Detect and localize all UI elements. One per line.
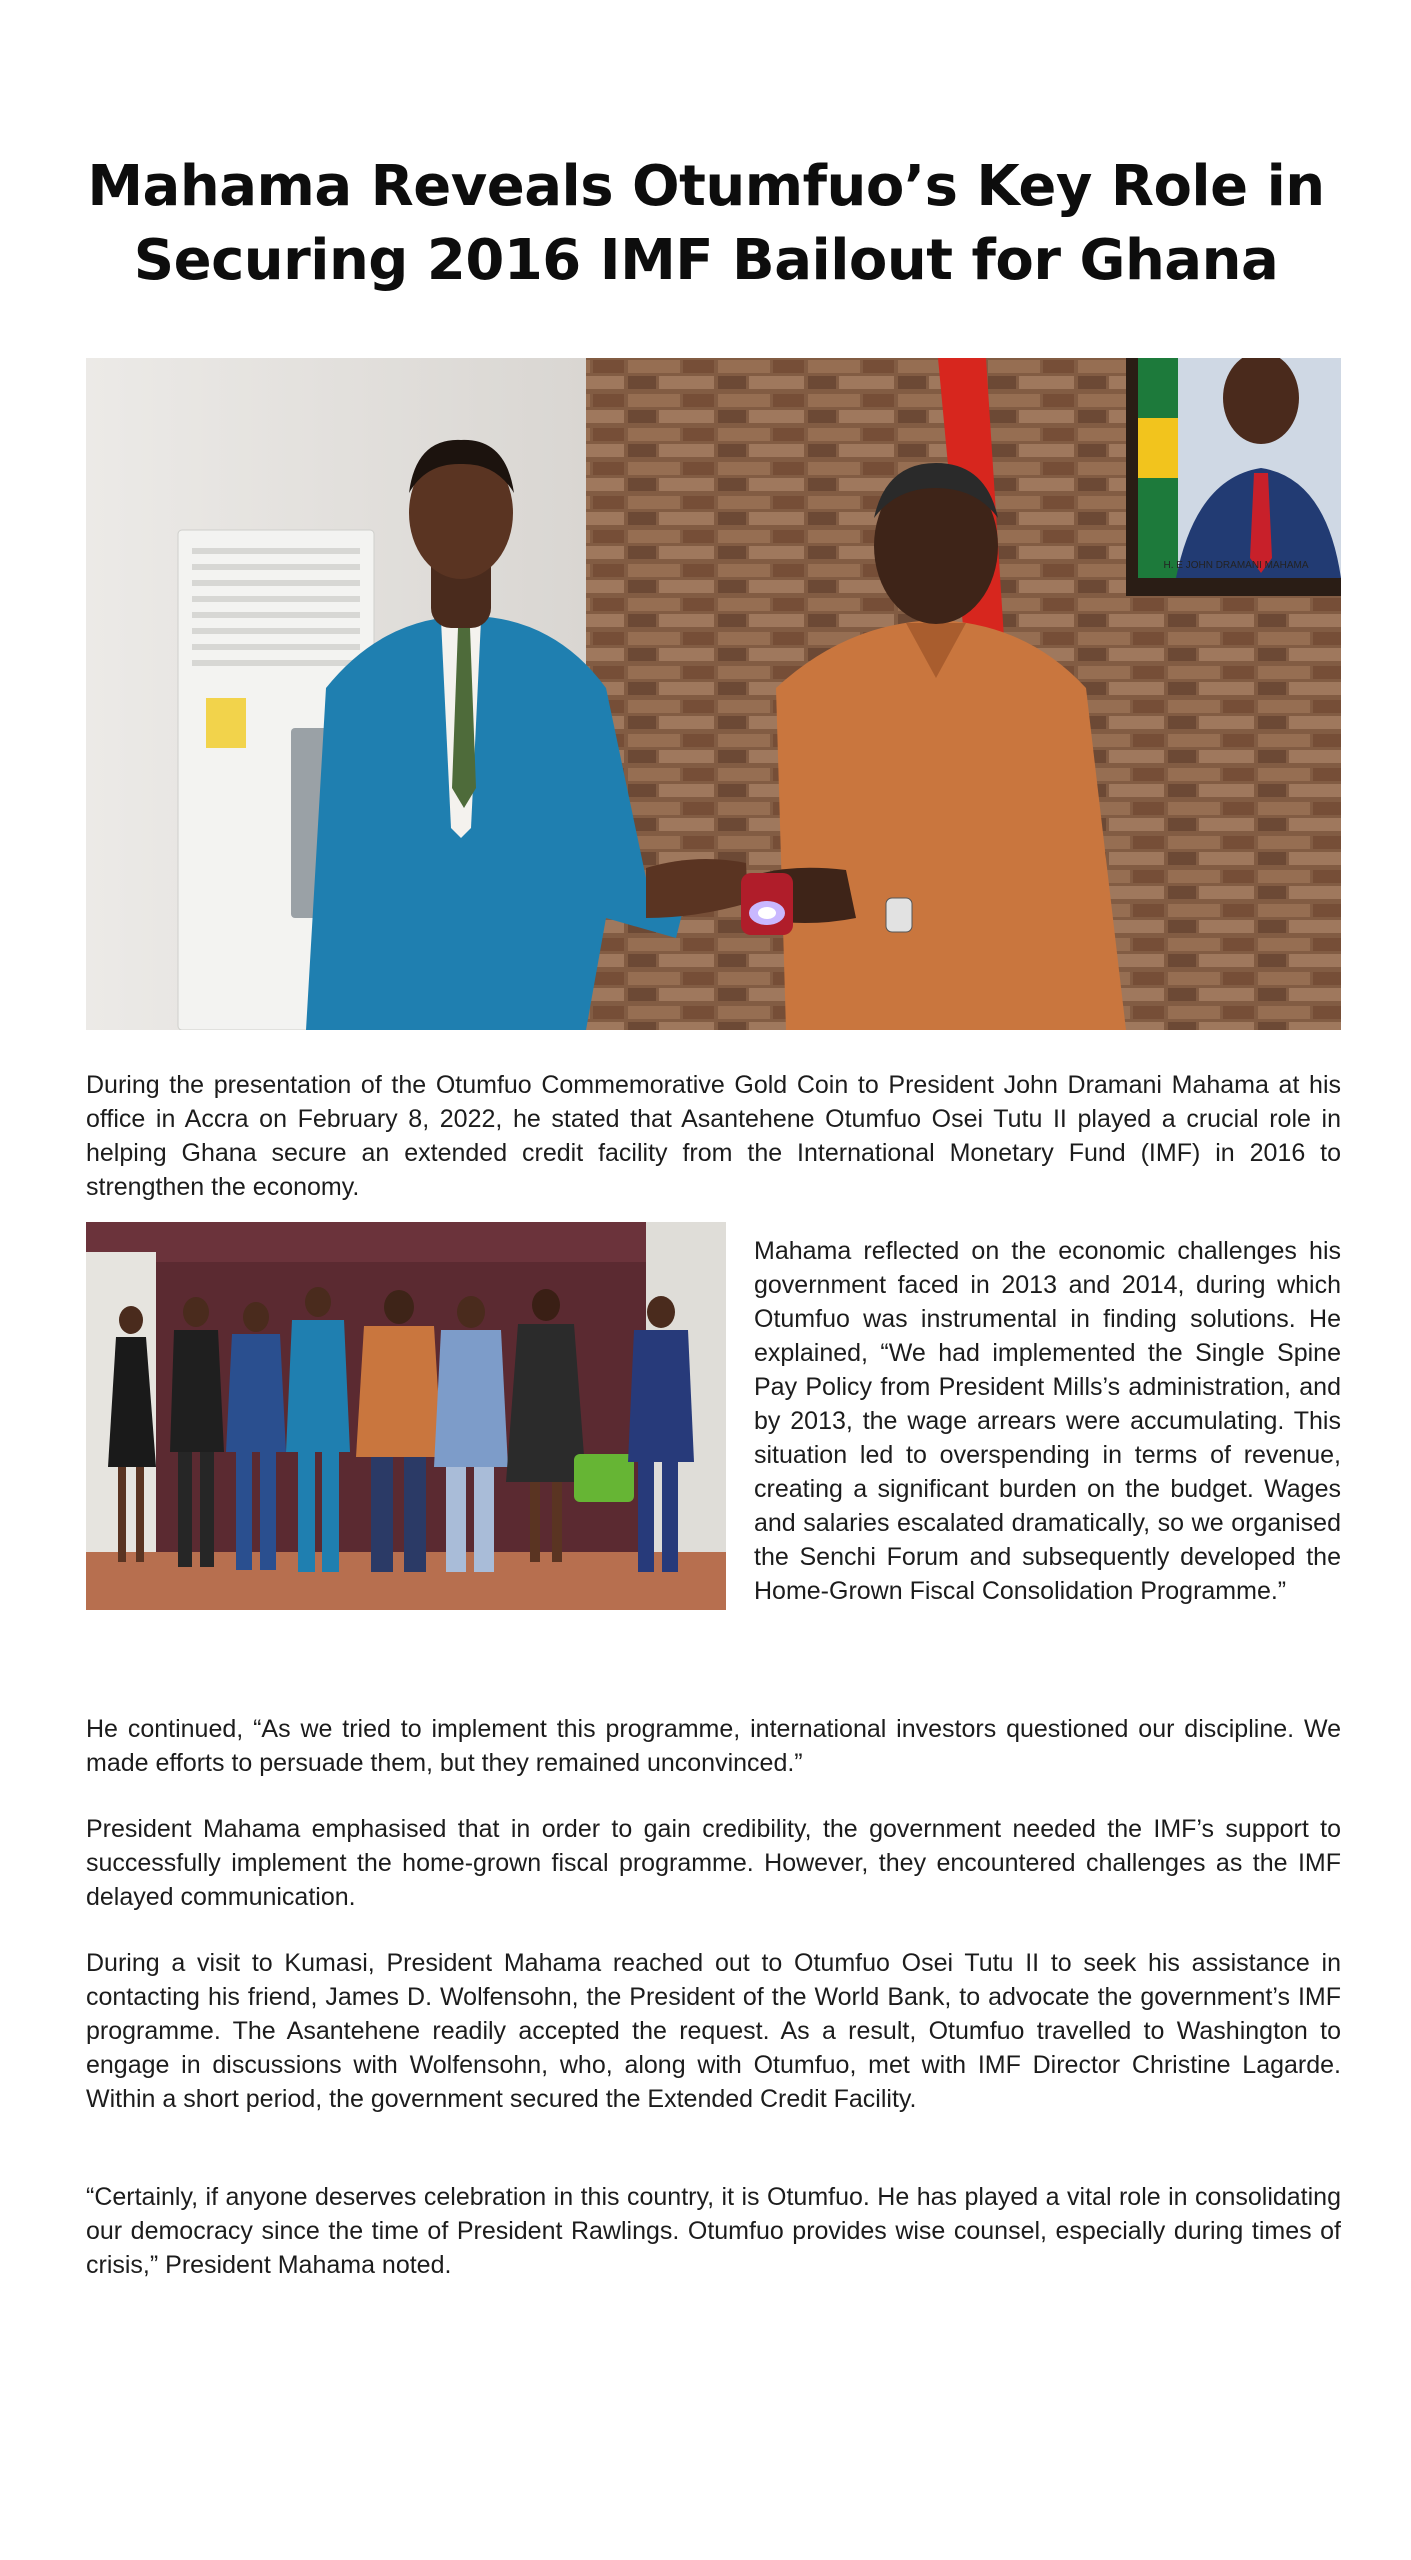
paragraph-2: Mahama reflected on the economic challenges his government faced in 2013 and 2014, during which Otumfuo was instrumental in finding solutions. He explained, “We had implemented the Single Spine Pay Policy from President Mills’s administration, and by 2013, the wage arrears were accumulating. This situation led to overspending in terms of revenue, creating a significant burden on the budget. Wages and salaries escalated dramatically, so we organised the Senchi Forum and subsequently developed the Home-Grown Fiscal Consolidation Programme.” <box>754 1237 1341 1605</box>
headline-line-1: Mahama Reveals Otumfuo’s Key Role in <box>87 154 1325 219</box>
article-headline <box>86 150 1326 298</box>
paragraph-5: During a visit to Kumasi, President Mahama reached out to Otumfuo Osei Tutu II to seek his assistance in contacting his friend, James D. Wolfensohn, the President of the World Bank, to advocate the government’s IMF programme. The Asantehene readily accepted the request. As a result, Otumfuo travelled to Washington to engage in discussions with Wolfensohn, who, along with Otumfuo, met with IMF Director Christine Lagarde. Within a short period, the government secured the Extended Credit Facility. <box>86 1949 1341 2113</box>
paragraph-3: He continued, “As we tried to implement this programme, international investors questioned our discipline. We made efforts to persuade them, but they remained unconvinced.” <box>86 1715 1341 1777</box>
paragraph-4: President Mahama emphasised that in order to gain credibility, the government needed the IMF’s support to successfully implement the home-grown fiscal programme. However, they encountered challenges as the IMF delayed communication. <box>86 1815 1341 1911</box>
hero-photo <box>86 358 1341 1030</box>
paragraph-1: During the presentation of the Otumfuo Commemorative Gold Coin to President John Dramani Mahama at his office in Accra on February 8, 2022, he stated that Asantehene Otumfuo Osei Tutu II played a crucial role in helping Ghana secure an extended credit facility from the International Monetary Fund (IMF) in 2016 to strengthen the economy. <box>86 1071 1341 1201</box>
group-photo <box>86 1222 726 1610</box>
portrait-caption: H. E JOHN DRAMANI MAHAMA <box>1163 560 1309 571</box>
floated-photo-section <box>86 1222 1341 1620</box>
headline-line-2: Securing 2016 IMF Bailout for Ghana <box>133 228 1279 293</box>
paragraph-6: “Certainly, if anyone deserves celebration in this country, it is Otumfuo. He has played a vital role in consolidating our democracy since the time of President Rawlings. Otumfuo provides wise counsel, especially during times of crisis,” President Mahama noted. <box>86 2183 1341 2279</box>
